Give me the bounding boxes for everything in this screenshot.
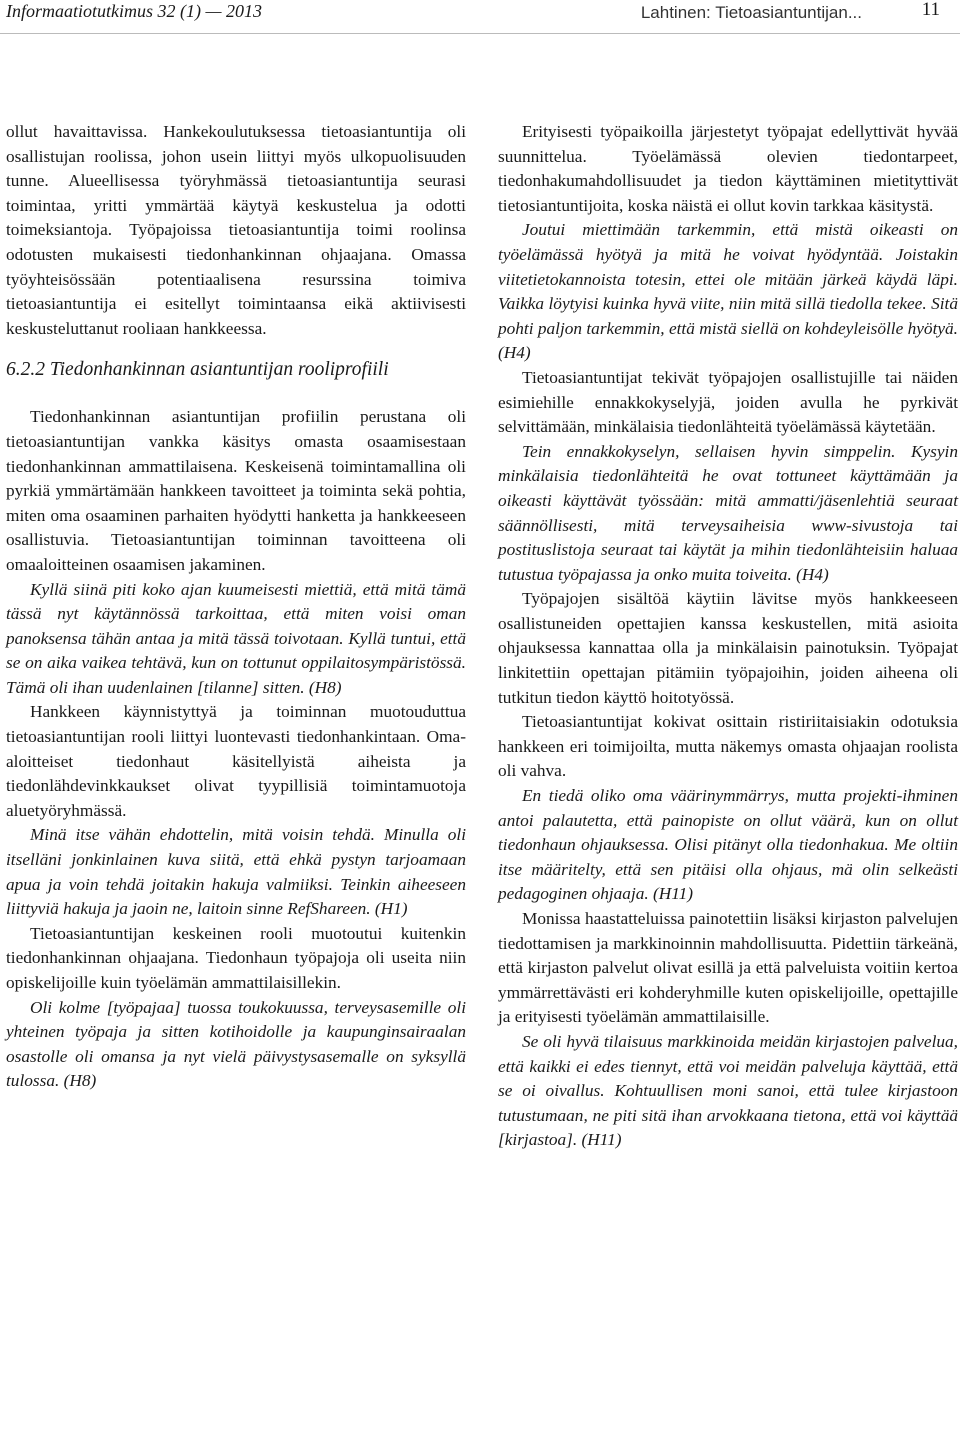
paragraph: Tietoasiantuntijat kokivat osittain ristiriitaisiakin odotuksia hankkeen eri toimijoilta, mutta näkemys omasta ohjaajan roolista oli vahva.: [498, 712, 958, 781]
section-heading: 6.2.2 Tiedonhankinnan asiantuntijan rooliprofiili: [6, 359, 389, 381]
right-column: [498, 120, 958, 1153]
paragraph: Tiedonhankinnan asiantuntijan profiilin perustana oli tietoasiantuntijan vankka käsitys omasta osaamisestaan tiedonhankinnan ammattilaisena. Keskeisenä toimintamallina oli pyrkiä ymmärtämään hankkeen tavoitteet ja toiminta sekä pohtia, miten oma osaaminen parhaiten hyödytti hanketta ja hankkeeseen osallistuvia. Tietoasiantuntijan toiminnan tavoitteena oli omaaloitteinen osaamisen jakaminen.: [6, 407, 466, 574]
paragraph: Hankkeen käynnistyttyä ja toiminnan muotouduttua tietoasiantuntijan rooli liittyi luontevasti tiedonhankintaan. Oma-aloitteiset tiedonhaut käsitellyistä aiheista ja tiedonlähdevinkkaukset olivat tyypillisiä toimintamuotoja aluetyöryhmässä.: [6, 702, 466, 820]
paragraph: Erityisesti työpaikoilla järjestetyt työpajat edellyttivät hyvää suunnittelua. Työelämässä olevien tiedontarpeet, tiedonhakumahdollisuudet ja tiedon käyttäminen mietityttivät tietosiantuntijoita, koska näistä ei ollut kovin tarkkaa käsitystä.: [498, 122, 958, 215]
paragraph: Monissa haastatteluissa painotettiin lisäksi kirjaston palvelujen tiedottamisen ja markkinoinnin mahdollisuutta. Pidettiin tärkeänä, että kirjaston palvelut olivat esillä ja että palveluista voitiin kertoa ymmärrettävästi eri kohderyhmille kuten opiskelijoille, opettajille ja erityisesti työelämän ammattilaisille.: [498, 909, 958, 1027]
header-divider: [0, 33, 960, 34]
page-header: [0, 0, 960, 30]
interview-quote: Minä itse vähän ehdottelin, mitä voisin tehdä. Minulla oli itselläni jonkinlainen kuva siitä, että ehkä pystyn tarjoamaan apua ja voin tehdä joitakin hakuja valmiiksi. Teinkin aiheeseen liittyviä hakuja ja jaoin ne, laitoin sinne RefShareen. (H1): [6, 825, 466, 919]
paragraph: Työpajojen sisältöä käytiin lävitse myös hankkeeseen osallistuneiden opettajien kanssa keskustellen, mitä asioita ohjauksessa kannattaa olla ja minkälaisin painotuksin. Työpajat linkitettiin opettajan pitämiin työpajoihin, joiden aiheena oli tutkitun tiedon käyttö hoitotyössä.: [498, 589, 958, 707]
interview-quote: En tiedä oliko oma väärinymmärrys, mutta projekti-ihminen antoi palautetta, että painopiste on ollut väärä, kun on ollut tiedonhaun ohjauksessa. Olisi pitänyt olla tiedonhakua. Me oltiin itse määritelty, että sen pitäisi olla ohjaus, mä olin selkeästi pedagoginen ohjaaja. (H11): [498, 786, 958, 904]
page-number: 11: [921, 0, 940, 20]
running-title: Lahtinen: Tietoasiantuntijan...: [640, 3, 862, 22]
interview-quote: Kyllä siinä piti koko ajan kuumeisesti miettiä, että mitä tämä tässä nyt käytännössä tarkoittaa, että miten voisi oman panoksensa tähän antaa ja mitä tässä toivotaan. Kyllä tuntui, että se on aika vaikea tehtävä, kun on tottunut oppilaitosympäristössä. Tämä oli ihan uudenlainen [tilanne] sitten. (H8): [6, 579, 466, 697]
interview-quote: Tein ennakkokyselyn, sellaisen hyvin simppelin. Kysyin minkälaisia tiedonlähteitä he ovat tottuneet käyttämään ja oikeasti käyttävät työssään: mitä ammatti/jäsenlehtiä seuraat säännöllisesti, mitä terveysaiheisia www-sivustoja tai postituslistoja seuraat tai käytät ja mihin tiedonlähteisiin haluaa tutustua työpajassa ja onko muita toiveita. (H4): [498, 441, 958, 584]
interview-quote: Se oli hyvä tilaisuus markkinoida meidän kirjastojen palvelua, että kaikki ei edes tiennyt, että voi meidän palveluja käyttää, että se oi oivallus. Kohtuullisen moni sanoi, että tulee kirjastoon tutustumaan, ne piti sitä ihan arvokkaana tietona, että voi käyttää [kirjastoa]. (H11): [498, 1031, 958, 1150]
interview-quote: Oli kolme [työpajaa] tuossa toukokuussa, terveysasemille oli yhteinen työpaja ja sitten kotihoidolle ja kaupunginsairaalan osastolle oli omansa ja nyt vielä päivystysasemalle on syksyllä tulossa. (H8): [6, 997, 466, 1091]
paragraph: ollut havaittavissa. Hankekoulutuksessa tietoasiantuntija oli osallistujan roolissa, johon usein liittyi myös ulkopuolisuuden tunne. Alueellisessa työryhmässä tietoasiantuntija seurasi toimintaa, yritti ymmärtää käytyä keskustelua ja odotti toimeksiantoja. Työpajoissa tietoasiantuntija toimi roolinsa odotusten mukaisesti tiedonhankinnan ohjaajana. Omassa työyhteisössään potentiaalisena resurssina toimiva tietoasiantuntija ei esitellyt toimintaansa eikä aktiivisesti keskusteluttanut rooliaan hankkeessa.: [6, 122, 466, 338]
left-column: [6, 120, 466, 1094]
interview-quote: Joutui miettimään tarkemmin, että mistä oikeasti on työelämässä hyötyä ja mitä he voivat hyödyntää. Joistakin viitetietokannoista totesin, ettei ole mitään järkeä käydä läpi. Vaikka löytyisi kuinka hyvä viite, niin mitä sillä tiedolla tekee. Sitä pohti paljon tarkemmin, että mistä siellä on kohdeyleisölle hyötyä. (H4): [498, 220, 958, 363]
paragraph: Tietoasiantuntijan keskeinen rooli muotoutui kuitenkin tiedonhankinnan ohjaajana. Tiedonhaun työpajoja oli useita niin opiskelijoille kuin työelämän ammattilaisillekin.: [6, 923, 466, 992]
paragraph: Tietoasiantuntijat tekivät työpajojen osallistujille tai näiden esimiehille ennakkokyselyjä, joiden avulla he pyrkivät selvittämään, minkälaisia tiedonlähteitä työelämässä käytetään.: [498, 367, 958, 437]
journal-title: Informaatiotutkimus 32 (1) — 2013: [6, 1, 262, 21]
